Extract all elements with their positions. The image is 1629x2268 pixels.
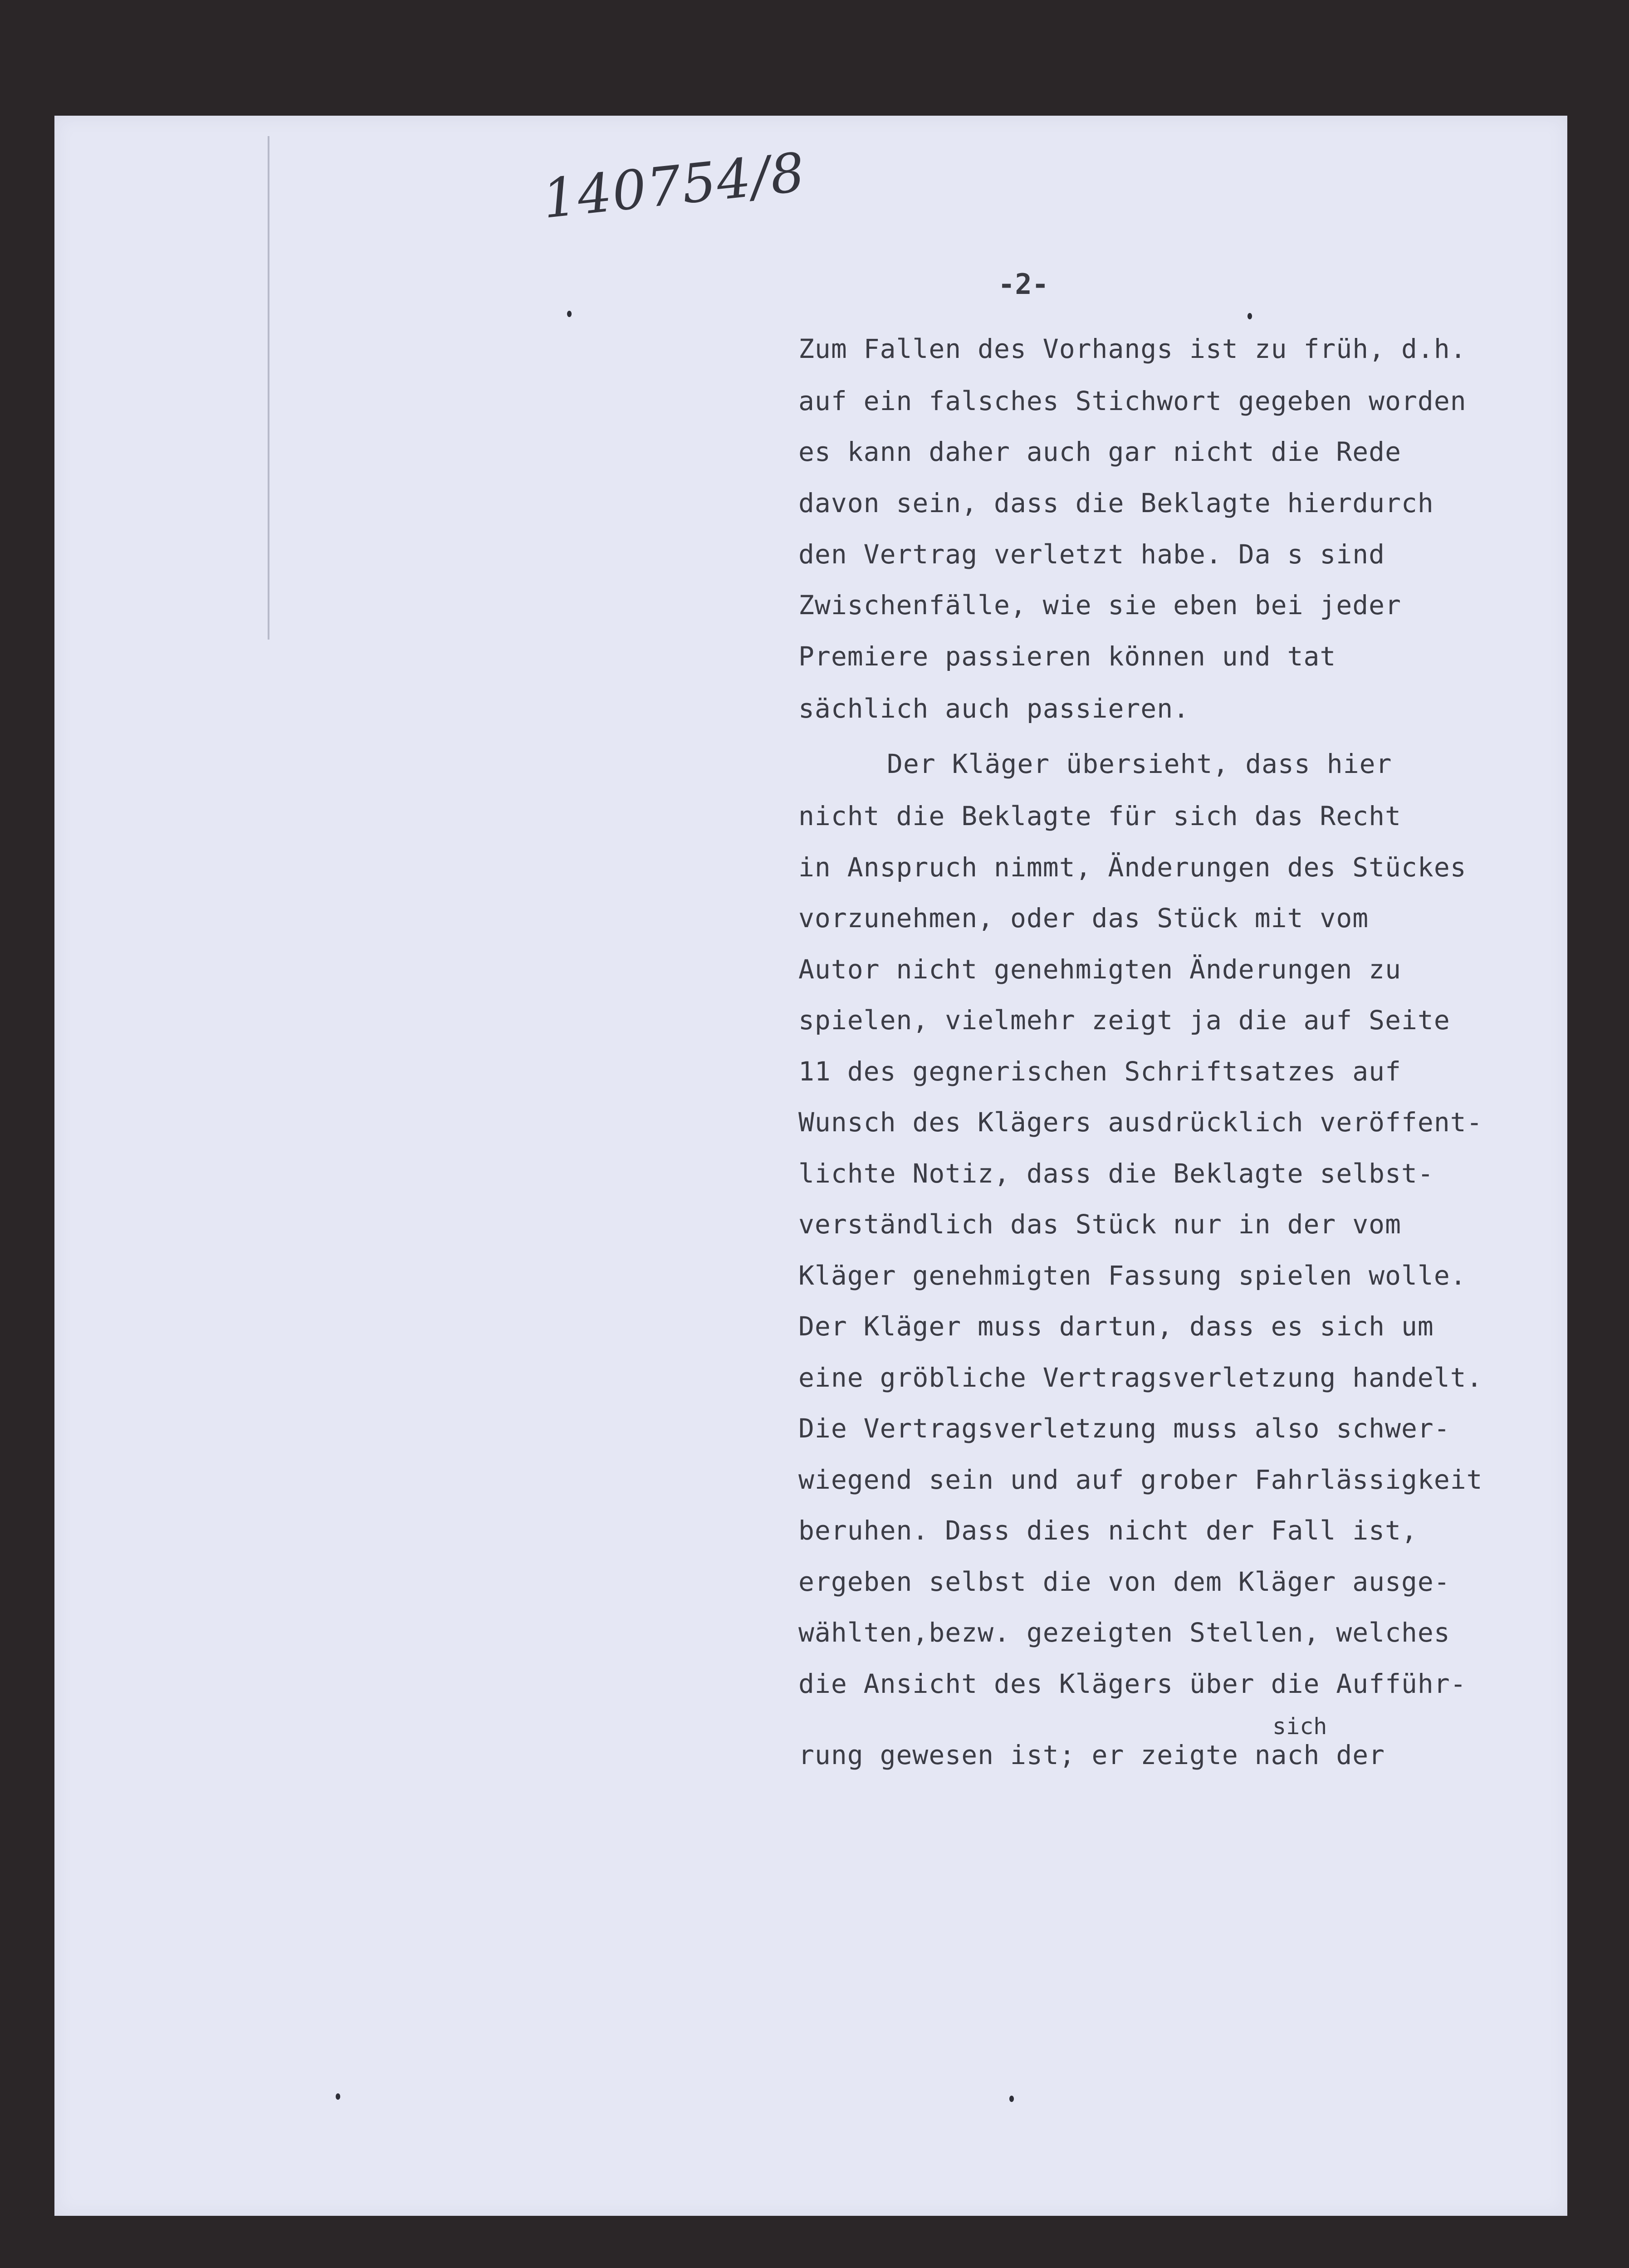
text-line: 11 des gegnerischen Schriftsatzes auf xyxy=(798,1056,1402,1087)
page-number: -2- xyxy=(998,268,1049,301)
ink-dot xyxy=(1009,2096,1014,2102)
text-line: Der Kläger übersieht, dass hier xyxy=(887,748,1392,779)
ink-dot xyxy=(1247,313,1252,319)
text-line: es kann daher auch gar nicht die Rede xyxy=(798,436,1402,467)
text-line: Autor nicht genehmigten Änderungen zu xyxy=(798,954,1402,985)
text-line: davon sein, dass die Beklagte hierdurch xyxy=(798,488,1434,518)
text-line: Die Vertragsverletzung muss also schwer- xyxy=(798,1413,1450,1444)
text-line: verständlich das Stück nur in der vom xyxy=(798,1209,1402,1240)
text-line: die Ansicht des Klägers über die Aufführ- xyxy=(798,1668,1467,1699)
text-line: lichte Notiz, dass die Beklagte selbst- xyxy=(798,1158,1434,1189)
text-line: nicht die Beklagte für sich das Recht xyxy=(798,801,1402,831)
text-line: Zum Fallen des Vorhangs ist zu früh, d.h. xyxy=(798,333,1467,364)
text-line: spielen, vielmehr zeigt ja die auf Seite xyxy=(798,1005,1450,1036)
text-line: auf ein falsches Stichwort gegeben worden xyxy=(798,386,1467,416)
ink-dot xyxy=(567,311,572,317)
text-line: Wunsch des Klägers ausdrücklich veröffent- xyxy=(798,1107,1483,1138)
inserted-word: sich xyxy=(1272,1713,1327,1740)
text-line: ergeben selbst die von dem Kläger ausge- xyxy=(798,1566,1450,1597)
text-line: den Vertrag verletzt habe. Da s sind xyxy=(798,539,1385,570)
text-line: in Anspruch nimmt, Änderungen des Stückes xyxy=(798,852,1467,883)
text-line: rung gewesen ist; er zeigte nach der xyxy=(798,1740,1385,1770)
text-line: wählten,bezw. gezeigten Stellen, welches xyxy=(798,1617,1450,1648)
text-line: sächlich auch passieren. xyxy=(798,693,1190,724)
text-line: wiegend sein und auf grober Fahrlässigkeit xyxy=(798,1464,1483,1495)
text-line: Premiere passieren können und tat xyxy=(798,641,1336,672)
margin-rule xyxy=(268,136,269,640)
text-line: Der Kläger muss dartun, dass es sich um xyxy=(798,1311,1434,1342)
ink-dot xyxy=(336,2093,340,2100)
text-line: vorzunehmen, oder das Stück mit vom xyxy=(798,903,1369,934)
text-line: beruhen. Dass dies nicht der Fall ist, xyxy=(798,1515,1418,1546)
text-line: Zwischenfälle, wie sie eben bei jeder xyxy=(798,590,1402,621)
text-line: eine gröbliche Vertragsverletzung handelt. xyxy=(798,1362,1483,1393)
text-line: Kläger genehmigten Fassung spielen wolle. xyxy=(798,1260,1467,1291)
archive-number: 140754/8 xyxy=(539,140,808,231)
